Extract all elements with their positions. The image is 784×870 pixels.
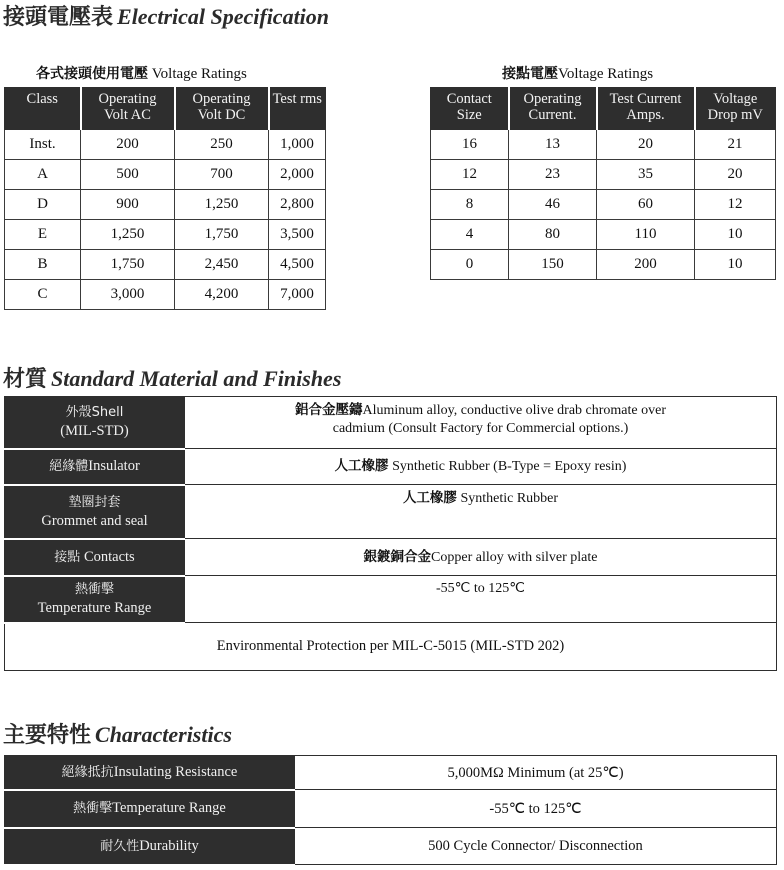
- voltage-ratings-caption-zh: 各式接頭使用電壓: [36, 66, 148, 82]
- label-zh: 耐久性: [100, 838, 140, 854]
- characteristic-row: [5, 756, 777, 790]
- table-cell: Inst.: [5, 130, 81, 160]
- table-cell: B: [5, 250, 81, 280]
- table-row: [5, 250, 326, 280]
- table-cell: 1,000: [269, 130, 326, 160]
- table-cell: 23: [509, 160, 597, 190]
- material-label: [5, 576, 185, 623]
- contact-header-size: [431, 88, 509, 130]
- contact-header-drop: [695, 88, 776, 130]
- table-cell: E: [5, 220, 81, 250]
- characteristics-title-zh: 主要特性: [3, 722, 92, 747]
- table-row: [5, 220, 326, 250]
- header-line: Drop mV: [707, 107, 763, 123]
- material-label: [5, 449, 185, 485]
- table-cell: 80: [509, 220, 597, 250]
- voltage-ratings-caption-en: Voltage Ratings: [151, 66, 247, 82]
- table-row: [5, 190, 326, 220]
- label-en: Insulator: [88, 458, 140, 474]
- volt-header-test: [269, 88, 326, 130]
- table-cell: 21: [695, 130, 776, 160]
- label-zh: 熱衝擊: [74, 582, 114, 597]
- table-cell: 35: [597, 160, 695, 190]
- header-line: Size: [456, 107, 482, 123]
- header-line: Volt DC: [197, 107, 246, 123]
- characteristics-title: [3, 718, 232, 749]
- table-row: [5, 160, 326, 190]
- table-cell: 110: [597, 220, 695, 250]
- material-value: [185, 576, 777, 623]
- table-cell: D: [5, 190, 81, 220]
- material-value: [185, 539, 777, 576]
- table-cell: 20: [695, 160, 776, 190]
- header-line: Amps.: [626, 107, 665, 123]
- table-cell: 7,000: [269, 280, 326, 310]
- characteristic-value: 500 Cycle Connector/ Disconnection: [295, 828, 777, 865]
- electrical-spec-title: [3, 0, 329, 31]
- material-label: [5, 539, 185, 576]
- table-cell: 10: [695, 250, 776, 280]
- table-cell: 150: [509, 250, 597, 280]
- table-cell: 1,750: [81, 250, 175, 280]
- label-en: Durability: [139, 837, 199, 854]
- label-en: Temperature Range: [37, 600, 152, 616]
- value-zh: 人工橡膠: [334, 458, 389, 474]
- table-cell: 1,250: [81, 220, 175, 250]
- header-line: Test rms: [272, 91, 322, 107]
- label-en: Insulating Resistance: [113, 763, 238, 780]
- table-cell: 900: [81, 190, 175, 220]
- contact-voltage-table: [430, 87, 776, 280]
- voltage-ratings-table: [4, 87, 326, 310]
- table-cell: 10: [695, 220, 776, 250]
- material-footer: Environmental Protection per MIL-C-5015 (MIL-STD 202): [5, 623, 777, 671]
- table-cell: 20: [597, 130, 695, 160]
- table-cell: 0: [431, 250, 509, 280]
- materials-title: [3, 362, 341, 393]
- table-cell: 3,000: [81, 280, 175, 310]
- table-cell: 4,500: [269, 250, 326, 280]
- material-label: [5, 485, 185, 539]
- contact-voltage-caption-en: Voltage Ratings: [558, 66, 654, 82]
- value-en: Copper alloy with silver plate: [431, 549, 598, 565]
- material-value: [185, 449, 777, 485]
- header-line: Voltage: [713, 91, 758, 107]
- table-cell: 4: [431, 220, 509, 250]
- value-en: -55℃ to 125℃: [436, 581, 525, 596]
- header-line: Test Current: [609, 91, 682, 107]
- value-zh: 鋁合金壓鑄: [294, 402, 363, 418]
- characteristic-label: [5, 790, 295, 828]
- materials-title-zh: 材質: [3, 366, 48, 391]
- label-zh: 墊圈封套: [68, 494, 121, 510]
- table-row: [431, 160, 776, 190]
- table-row: [5, 130, 326, 160]
- table-cell: 500: [81, 160, 175, 190]
- material-row-temperature: [5, 576, 777, 623]
- materials-title-en: Standard Material and Finishes: [51, 366, 342, 391]
- label-en: Contacts: [80, 548, 135, 565]
- header-line: Contact: [446, 91, 492, 107]
- table-cell: 1,250: [175, 190, 269, 220]
- material-row-insulator: [5, 449, 777, 485]
- table-cell: 12: [695, 190, 776, 220]
- table-cell: 700: [175, 160, 269, 190]
- label-en: Temperature Range: [112, 800, 226, 816]
- table-cell: 200: [81, 130, 175, 160]
- voltage-ratings-caption: [36, 63, 247, 83]
- table-row: [431, 220, 776, 250]
- material-value: [185, 397, 777, 449]
- table-cell: 200: [597, 250, 695, 280]
- table-cell: 2,800: [269, 190, 326, 220]
- table-cell: 16: [431, 130, 509, 160]
- header-line: Operating: [98, 91, 157, 107]
- value-line-2: cadmium (Consult Factory for Commercial options.): [332, 421, 629, 436]
- label-zh: 熱衝擊: [73, 801, 113, 816]
- header-line: Class: [26, 91, 58, 107]
- table-cell: 4,200: [175, 280, 269, 310]
- contact-voltage-caption: [502, 63, 653, 83]
- contact-voltage-caption-zh: 接點電壓: [502, 66, 558, 82]
- characteristic-label: [5, 756, 295, 790]
- characteristics-title-en: Characteristics: [95, 722, 232, 747]
- table-row: [5, 280, 326, 310]
- material-footer-row: [5, 623, 777, 671]
- material-row-grommet: [5, 485, 777, 539]
- value-en: Synthetic Rubber (B-Type = Epoxy resin): [388, 459, 627, 474]
- electrical-spec-title-zh: 接頭電壓表: [3, 4, 114, 29]
- volt-header-ac: [81, 88, 175, 130]
- value-line-1: [185, 401, 776, 420]
- header-line: Volt AC: [104, 107, 151, 123]
- material-row-contacts: [5, 539, 777, 576]
- table-cell: 13: [509, 130, 597, 160]
- table-cell: C: [5, 280, 81, 310]
- table-cell: 2,000: [269, 160, 326, 190]
- label-zh: 絕緣抵抗: [61, 764, 114, 780]
- characteristics-table: [4, 755, 777, 866]
- volt-header-dc: [175, 88, 269, 130]
- label-en: Grommet and seal: [41, 512, 148, 529]
- header-line: Current.: [528, 107, 577, 123]
- contact-header-test: [597, 88, 695, 130]
- table-cell: 8: [431, 190, 509, 220]
- table-cell: 250: [175, 130, 269, 160]
- material-value: [185, 485, 777, 539]
- label-en: (MIL-STD): [60, 423, 129, 440]
- table-row: [431, 190, 776, 220]
- characteristic-row: [5, 790, 777, 828]
- table-cell: 2,450: [175, 250, 269, 280]
- value-zh: 銀鍍銅合金: [363, 548, 432, 565]
- value-en: Aluminum alloy, conductive olive drab chromate over: [362, 403, 666, 418]
- materials-table: [4, 396, 777, 671]
- volt-header-class: [5, 88, 81, 130]
- table-cell: 60: [597, 190, 695, 220]
- characteristic-row: [5, 828, 777, 865]
- material-row-shell: [5, 397, 777, 449]
- header-line: Operating: [523, 91, 582, 107]
- label-zh: 接點: [54, 549, 81, 565]
- table-cell: 12: [431, 160, 509, 190]
- characteristic-value: -55℃ to 125℃: [295, 790, 777, 828]
- contact-header-current: [509, 88, 597, 130]
- table-cell: 3,500: [269, 220, 326, 250]
- table-row: [431, 130, 776, 160]
- electrical-spec-title-en: Electrical Specification: [117, 4, 330, 29]
- characteristic-label: [5, 828, 295, 865]
- table-cell: 1,750: [175, 220, 269, 250]
- header-line: Operating: [192, 91, 251, 107]
- table-cell: 46: [509, 190, 597, 220]
- value-en: Synthetic Rubber: [456, 491, 559, 506]
- table-cell: A: [5, 160, 81, 190]
- label-zh: 外殼Shell: [65, 405, 124, 421]
- table-row: [431, 250, 776, 280]
- value-zh: 人工橡膠: [402, 490, 457, 506]
- characteristic-value: 5,000MΩ Minimum (at 25℃): [295, 756, 777, 790]
- material-label: [5, 397, 185, 449]
- label-zh: 絕緣體: [49, 459, 89, 474]
